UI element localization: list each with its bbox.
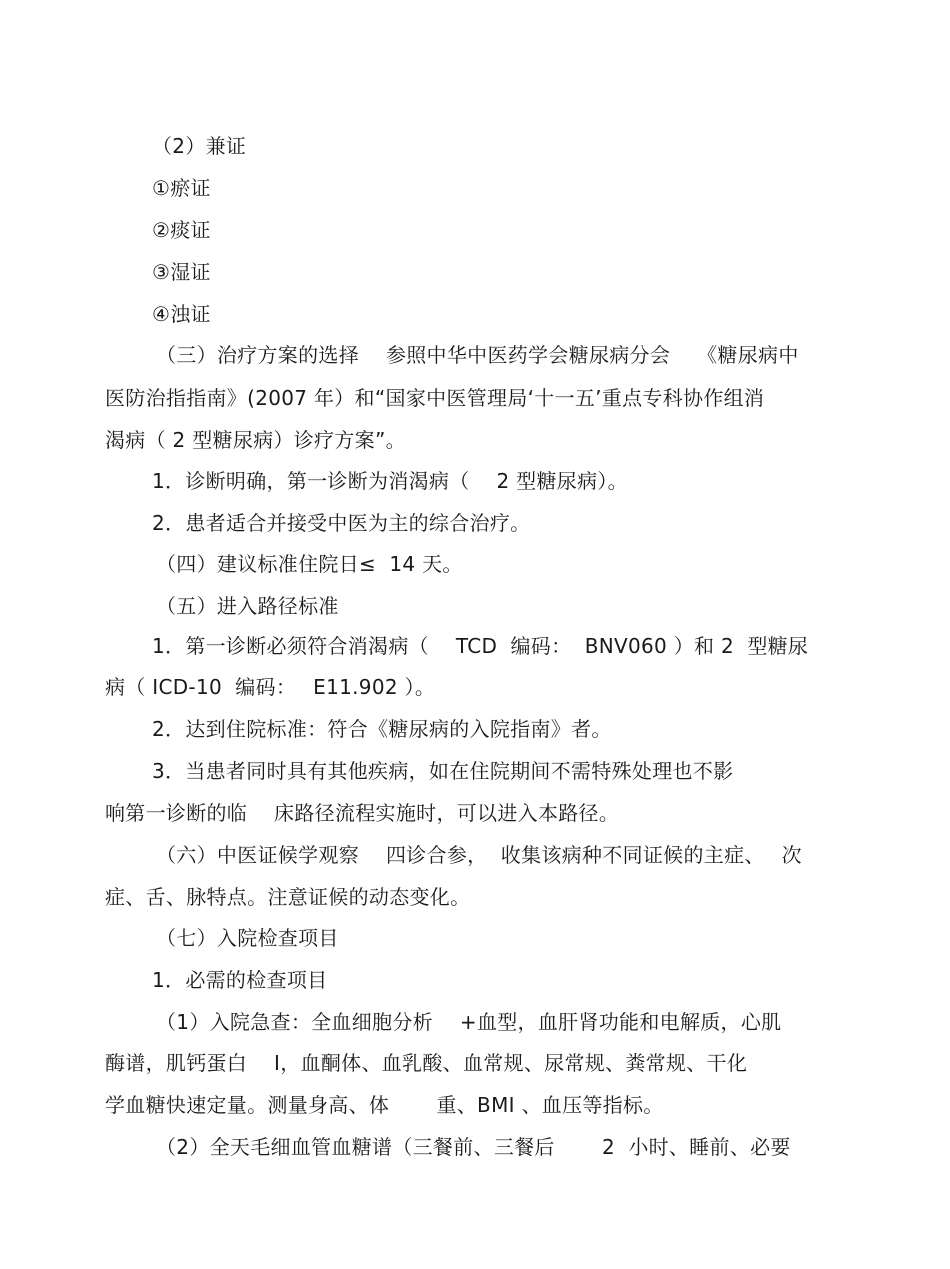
- text-line: （1）入院急查：全血细胞分析 +血型，血肝肾功能和电解质，心肌: [156, 1010, 782, 1034]
- text-line: 症、舌、脉特点。注意证候的动态变化。: [105, 885, 471, 909]
- text-line: ④浊证: [152, 302, 211, 326]
- text-line: 1．第一诊断必须符合消渴病（ TCD 编码： BNV060 ）和 2 型糖尿: [152, 634, 809, 658]
- text-line: （三）治疗方案的选择 参照中华中医药学会糖尿病分会 《糖尿病中: [156, 343, 799, 367]
- text-line: （五）进入路径标准: [156, 594, 339, 618]
- text-line: 医防治指指南》(2007 年）和“国家中医管理局‘十一五’重点专科协作组消: [105, 386, 765, 410]
- text-line: （2）兼证: [152, 134, 247, 158]
- text-line: 3．当患者同时具有其他疾病，如在住院期间不需特殊处理也不影: [152, 759, 734, 783]
- text-line: 病（ ICD-10 编码： E11.902 ）。: [105, 675, 436, 699]
- text-line: （四）建议标准住院日≤ 14 天。: [156, 552, 463, 576]
- text-line: 渴病（ 2 型糖尿病）诊疗方案”。: [105, 428, 406, 452]
- text-line: ①瘀证: [152, 176, 211, 200]
- text-line: ②痰证: [152, 218, 211, 242]
- text-line: 1．必需的检查项目: [152, 968, 328, 992]
- text-line: 1．诊断明确，第一诊断为消渴病（ 2 型糖尿病）。: [152, 469, 628, 493]
- text-line: （2）全天毛细血管血糖谱（三餐前、三餐后 2 小时、睡前、必要: [156, 1135, 791, 1159]
- text-line: 酶谱，肌钙蛋白 I，血酮体、血乳酸、血常规、尿常规、粪常规、干化: [105, 1051, 748, 1075]
- text-line: 2．患者适合并接受中医为主的综合治疗。: [152, 511, 531, 535]
- text-line: 2．达到住院标准：符合《糖尿病的入院指南》者。: [152, 717, 612, 741]
- text-line: 学血糖快速定量。测量身高、体 重、BMI 、血压等指标。: [105, 1093, 664, 1117]
- text-line: ③湿证: [152, 260, 211, 284]
- text-line: 响第一诊断的临 床路径流程实施时，可以进入本路径。: [105, 801, 620, 825]
- text-line: （七）入院检查项目: [156, 926, 339, 950]
- text-line: （六）中医证候学观察 四诊合参， 收集该病种不同证候的主症、 次: [156, 843, 802, 867]
